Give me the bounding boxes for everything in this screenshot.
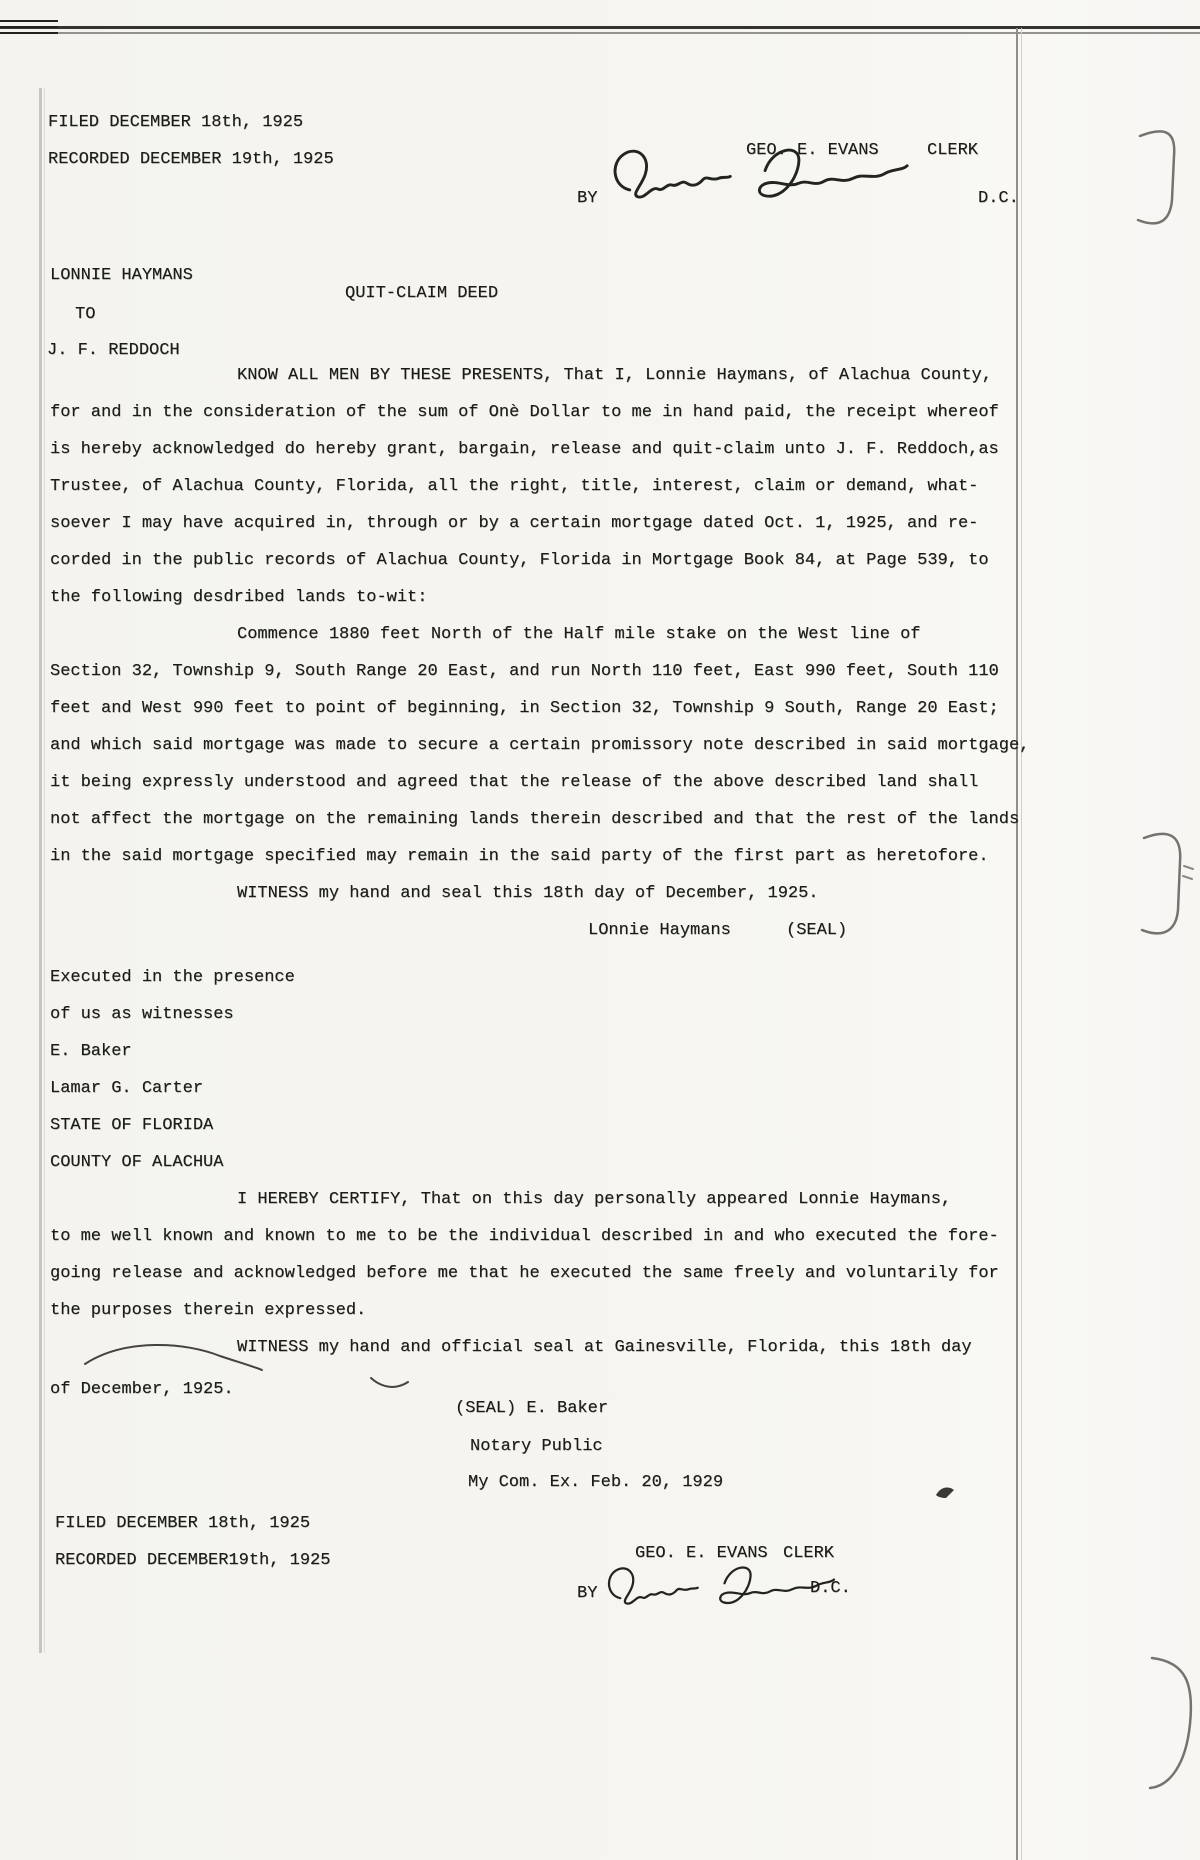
body-line: it being expressly understood and agreed that the release of the above described land shall <box>50 773 979 792</box>
body-line: corded in the public records of Alachua County, Florida in Mortgage Book 84, at Page 539, to <box>50 551 989 570</box>
grantor-typed-signature: LOnnie Haymans <box>588 921 731 940</box>
witness-line: of us as witnesses <box>50 1005 234 1024</box>
body-line: not affect the mortgage on the remaining lands therein described and that the rest of the lands <box>50 810 1020 829</box>
filed-stamp-top: FILED DECEMBER 18th, 1925 <box>48 113 304 132</box>
grantee-name: J. F. REDDOCH <box>47 341 180 360</box>
top-edge-rule-secondary <box>0 32 1200 34</box>
binder-ring-mark-middle <box>1138 826 1198 944</box>
top-edge-rule <box>0 26 1200 29</box>
certify-line: to me well known and known to me to be the individual described in and who executed the fore- <box>50 1227 999 1246</box>
filed-stamp-bottom: FILED DECEMBER 18th, 1925 <box>55 1514 311 1533</box>
binder-ring-mark-bottom <box>1146 1652 1200 1794</box>
december-arc-pen-mark <box>80 1334 280 1374</box>
certify-line: WITNESS my hand and official seal at Gainesville, Florida, this 18th day <box>237 1338 972 1357</box>
binder-ring-mark-top <box>1132 122 1182 232</box>
body-line: for and in the consideration of the sum of Onè Dollar to me in hand paid, the receipt whereof <box>50 403 999 422</box>
clerk-name-bottom: GEO. E. EVANS <box>635 1544 768 1563</box>
notary-commission: My Com. Ex. Feb. 20, 1929 <box>468 1473 724 1492</box>
grantor-name: LONNIE HAYMANS <box>50 266 193 285</box>
party-connector: TO <box>75 305 96 324</box>
deputy-initials-top: D.C. <box>978 189 1019 208</box>
notary-title: Notary Public <box>470 1437 603 1456</box>
body-line: the following desdribed lands to-wit: <box>50 588 428 607</box>
body-line: in the said mortgage specified may remain in the said party of the first part as heretofore. <box>50 847 989 866</box>
right-page-edge-line-faint <box>1021 28 1022 1860</box>
pen-tick-mark <box>934 1484 956 1500</box>
body-line: soever I may have acquired in, through or by a certain mortgage dated Oct. 1, 1925, and re- <box>50 514 979 533</box>
body-line: Commence 1880 feet North of the Half mile stake on the West line of <box>237 625 921 644</box>
right-page-edge-line <box>1016 28 1018 1860</box>
witness-line: STATE OF FLORIDA <box>50 1116 214 1135</box>
clerk-signature-script-top <box>602 130 932 217</box>
notary-seal-signature: (SEAL) E. Baker <box>455 1399 609 1418</box>
by-label-top: BY <box>577 189 598 208</box>
body-line: WITNESS my hand and seal this 18th day of December, 1925. <box>237 884 819 903</box>
recorded-stamp-bottom: RECORDED DECEMBER19th, 1925 <box>55 1551 331 1570</box>
certify-line: going release and acknowledged before me that he executed the same freely and voluntarily for <box>50 1264 999 1283</box>
deed-title: QUIT-CLAIM DEED <box>345 284 499 303</box>
witness-line: Executed in the presence <box>50 968 295 987</box>
recorded-stamp-top: RECORDED DECEMBER 19th, 1925 <box>48 150 334 169</box>
clerk-title-bottom: CLERK <box>783 1544 835 1563</box>
by-label-bottom: BY <box>577 1584 598 1603</box>
left-edge-line-faint <box>44 88 45 1653</box>
left-edge-line <box>39 88 42 1653</box>
witness-line: Lamar G. Carter <box>50 1079 204 1098</box>
seal-label: (SEAL) <box>786 921 848 940</box>
witness-line: E. Baker <box>50 1042 132 1061</box>
top-left-hatch-mark <box>0 20 58 36</box>
body-line: and which said mortgage was made to secure a certain promissory note described in said mortgage, <box>50 736 1030 755</box>
certify-line: of December, 1925. <box>50 1380 234 1399</box>
body-line: KNOW ALL MEN BY THESE PRESENTS, That I, Lonnie Haymans, of Alachua County, <box>237 366 992 385</box>
clerk-name-top: GEO. E. EVANS <box>746 141 879 160</box>
body-line: feet and West 990 feet to point of beginning, in Section 32, Township 9 South, Range 20 East; <box>50 699 999 718</box>
body-line: is hereby acknowledged do hereby grant, bargain, release and quit-claim unto J. F. Reddoch,as <box>50 440 999 459</box>
deputy-initials-bottom: D.C. <box>810 1579 851 1598</box>
certify-line: the purposes therein expressed. <box>50 1301 367 1320</box>
body-line: Trustee, of Alachua County, Florida, all the right, title, interest, claim or demand, what- <box>50 477 979 496</box>
witness-line: COUNTY OF ALACHUA <box>50 1153 224 1172</box>
body-line: Section 32, Township 9, South Range 20 East, and run North 110 feet, East 990 feet, South 110 <box>50 662 999 681</box>
clerk-title-top: CLERK <box>927 141 979 160</box>
date-tail-pen-mark <box>368 1372 413 1394</box>
certify-line: I HEREBY CERTIFY, That on this day personally appeared Lonnie Haymans, <box>237 1190 952 1209</box>
